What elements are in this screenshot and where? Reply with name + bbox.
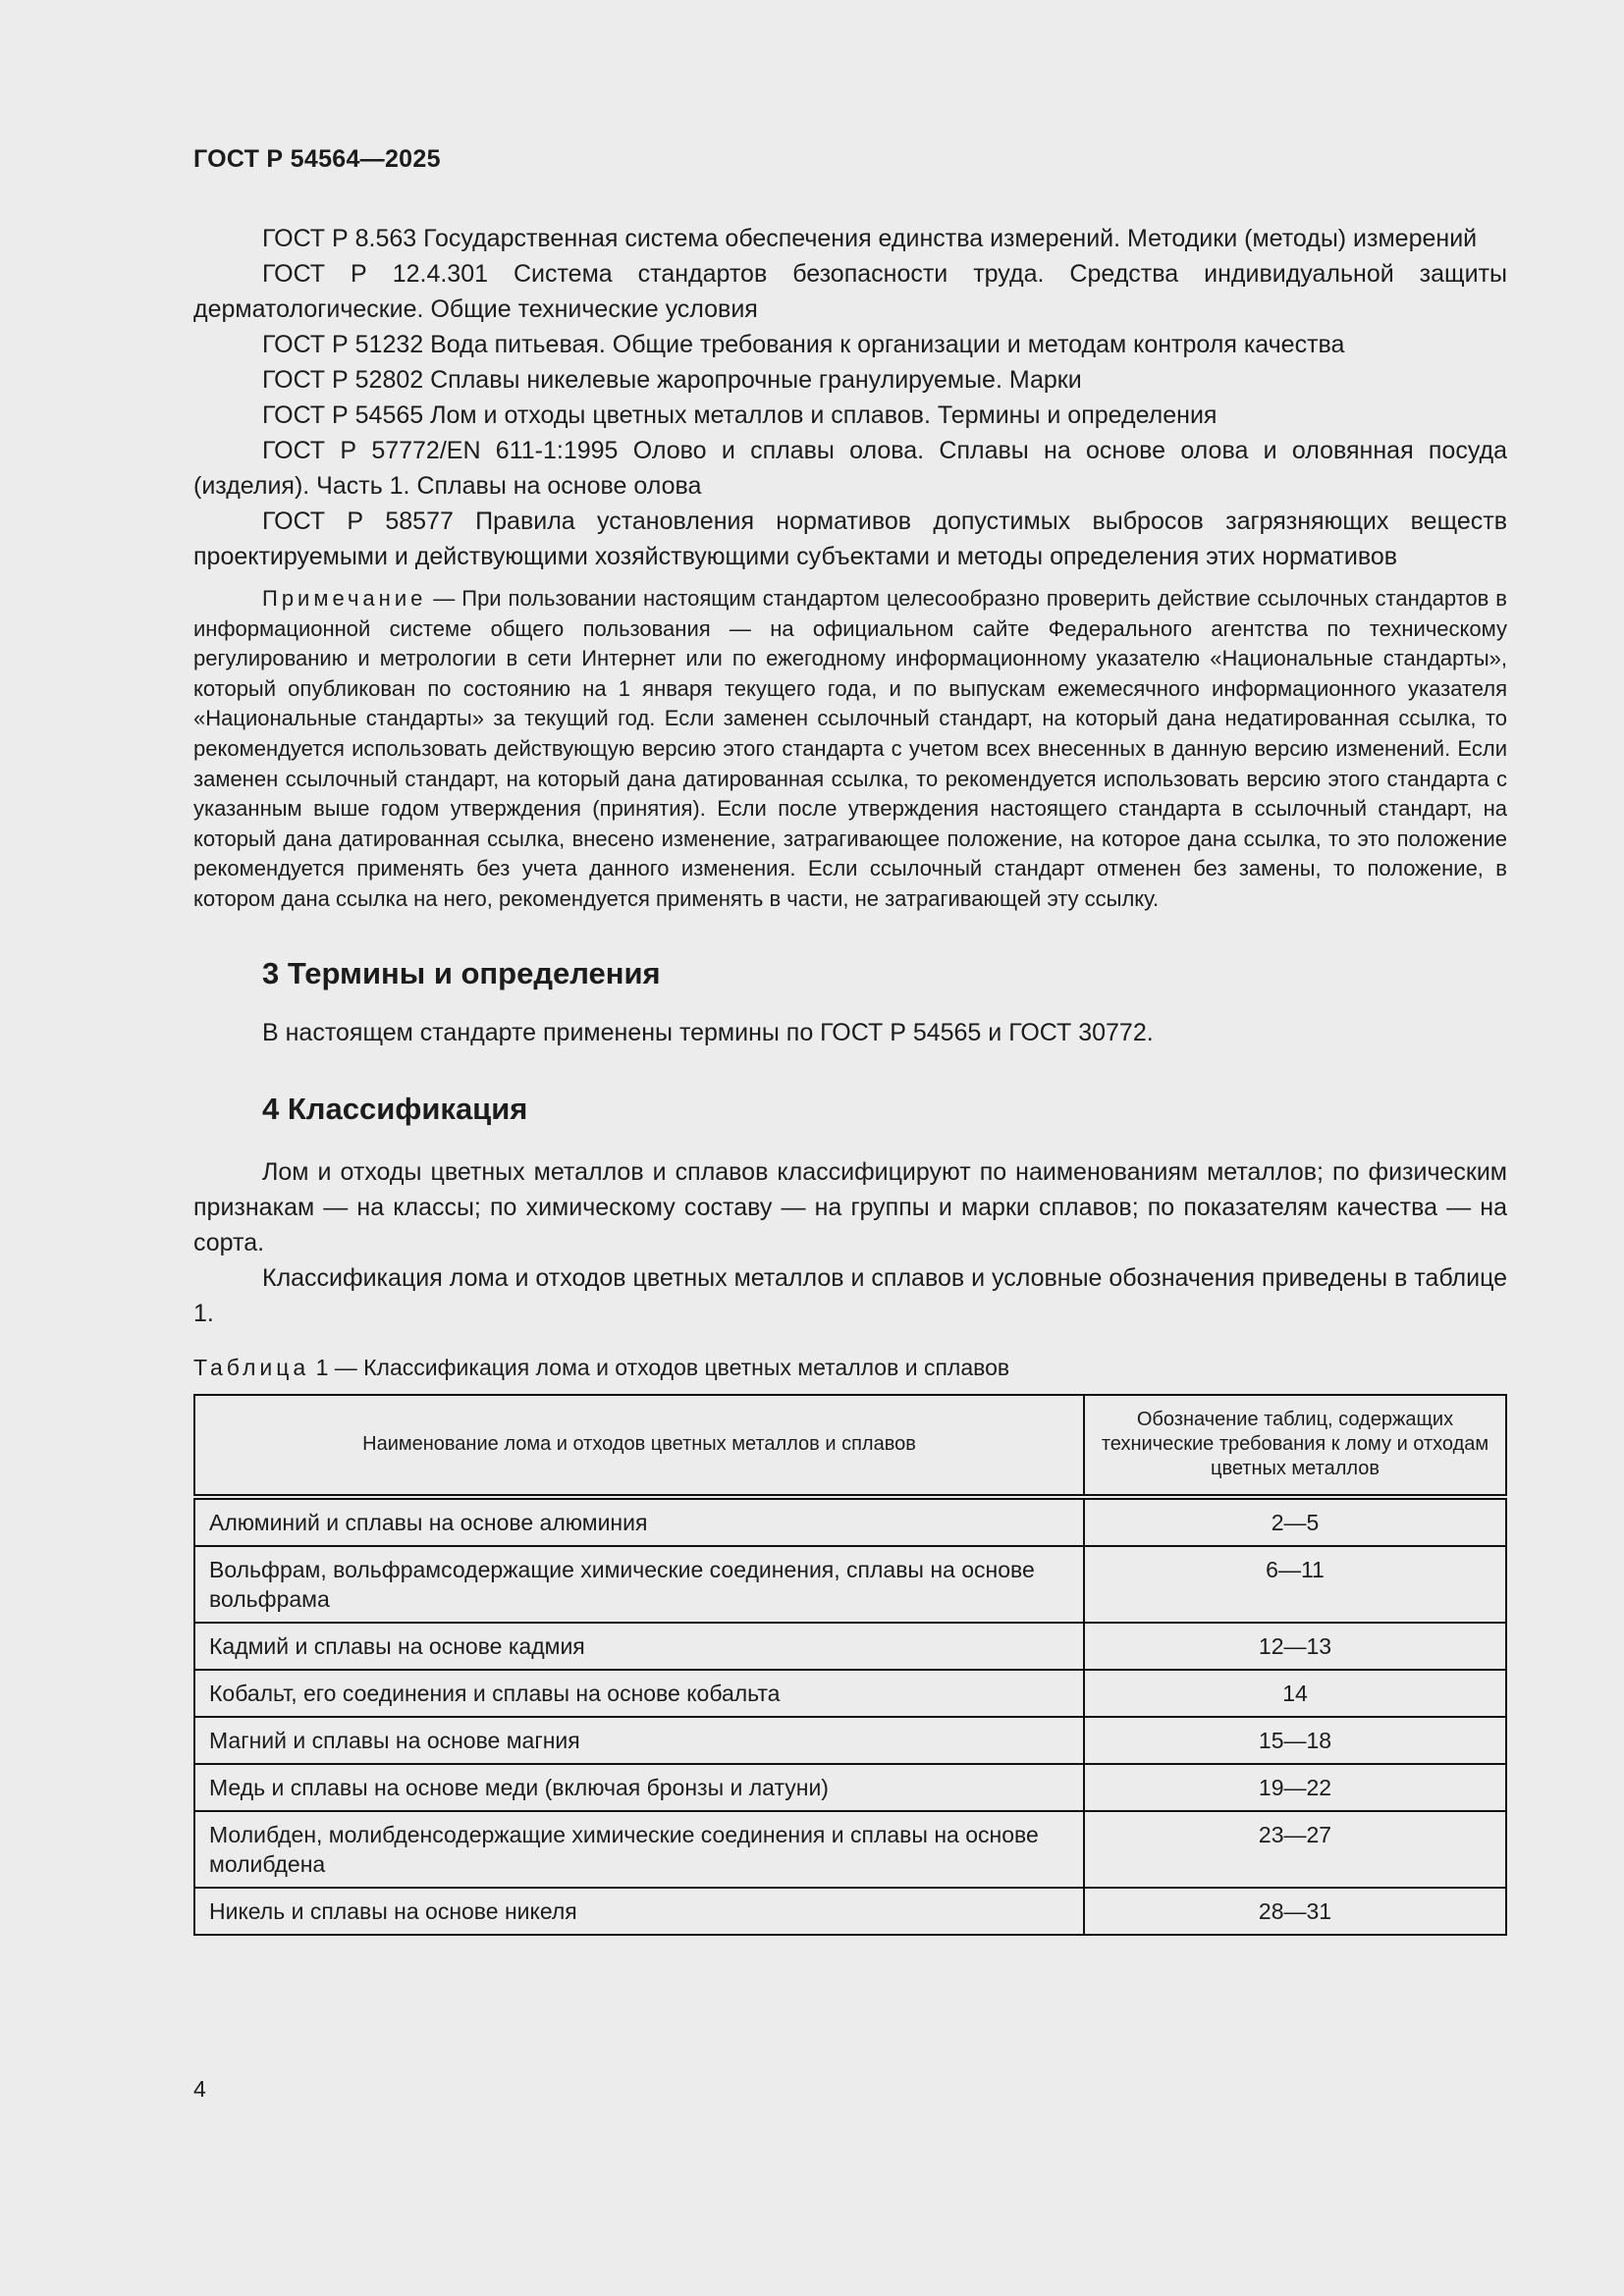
table-header-name: Наименование лома и отходов цветных металлов и сплавов <box>194 1395 1084 1497</box>
row-ref: 6—11 <box>1084 1546 1506 1623</box>
table-row <box>194 1623 1506 1670</box>
table-row <box>194 1717 1506 1764</box>
table-row <box>194 1764 1506 1811</box>
reference-item: ГОСТ Р 54565 Лом и отходы цветных металлов и сплавов. Термины и определения <box>262 401 1218 429</box>
row-ref: 23—27 <box>1084 1811 1506 1888</box>
classification-table <box>193 1394 1507 1936</box>
table-row <box>194 1546 1506 1623</box>
table-header-ref: Обозначение таблиц, содержащих технические требования к лому и отходам цветных металлов <box>1084 1395 1506 1497</box>
row-ref: 19—22 <box>1084 1764 1506 1811</box>
document-header: ГОСТ Р 54564—2025 <box>193 145 441 173</box>
section-3-title: 3 Термины и определения <box>262 955 661 990</box>
row-ref: 14 <box>1084 1670 1506 1717</box>
section-4-paragraph: Классификация лома и отходов цветных металлов и сплавов и условные обозначения приведены в таблице 1. <box>193 1263 1508 1327</box>
note-text: — При пользовании настоящим стандартом целесообразно проверить действие ссылочных стандартов в информационной системе общего пользования — на официальном сайте Федерального агентства по техническому регулированию и метрологии в сети Интернет или по ежегодному информационному указателю «Национальные стандарты», который опубликован по состоянию на 1 января текущего года, и по выпускам ежемесячного информационного указателя «Национальные стандарты» за текущий год. Если заменен ссылочный стандарт, на который дана недатированная ссылка, то рекомендуется использовать действующую версию этого стандарта с учетом всех внесенных в данную версию изменений. Если заменен ссылочный стандарт, на который дана датированная ссылка, то рекомендуется использовать версию этого стандарта с указанным выше годом утверждения (принятия). Если после утверждения настоящего стандарта в ссылочный стандарт, на который дана датированная ссылка, внесено изменение, затрагивающее положение, на которое дана ссылка, то это положение рекомендуется применять без учета данного изменения. Если ссылочный стандарт отменен без замены, то положение, в котором дана ссылка на него, рекомендуется применять в части, не затрагивающей эту ссылку. <box>193 586 1507 911</box>
section-4-title: 4 Классификация <box>262 1091 528 1126</box>
row-name: Алюминий и сплавы на основе алюминия <box>194 1497 1084 1546</box>
reference-item: ГОСТ Р 12.4.301 Система стандартов безопасности труда. Средства индивидуальной защиты дерматологические. Общие технические условия <box>193 260 1507 323</box>
table-row <box>194 1497 1506 1546</box>
table-header-row <box>194 1395 1506 1497</box>
row-name: Молибден, молибденсодержащие химические соединения и сплавы на основе молибдена <box>194 1811 1084 1888</box>
row-name: Медь и сплавы на основе меди (включая бронзы и латуни) <box>194 1764 1084 1811</box>
section-4-body <box>193 1154 1507 1331</box>
table-caption-label: Таблица <box>193 1354 310 1380</box>
row-name: Никель и сплавы на основе никеля <box>194 1888 1084 1935</box>
row-ref: 15—18 <box>1084 1717 1506 1764</box>
reference-item: ГОСТ Р 57772/EN 611-1:1995 Олово и сплавы олова. Сплавы на основе олова и оловянная посуда (изделия). Часть 1. Сплавы на основе олова <box>193 437 1507 500</box>
note-paragraph <box>193 584 1507 915</box>
table-row <box>194 1670 1506 1717</box>
row-ref: 2—5 <box>1084 1497 1506 1546</box>
row-name: Кобальт, его соединения и сплавы на основе кобальта <box>194 1670 1084 1717</box>
table-row <box>194 1811 1506 1888</box>
section-3-text: В настоящем стандарте применены термины по ГОСТ Р 54565 и ГОСТ 30772. <box>262 1018 1154 1046</box>
row-ref: 28—31 <box>1084 1888 1506 1935</box>
table-caption-text: 1 — Классификация лома и отходов цветных металлов и сплавов <box>309 1354 1010 1380</box>
row-name: Кадмий и сплавы на основе кадмия <box>194 1623 1084 1670</box>
row-name: Магний и сплавы на основе магния <box>194 1717 1084 1764</box>
reference-item: ГОСТ Р 58577 Правила установления нормативов допустимых выбросов загрязняющих веществ проектируемыми и действующими хозяйствующими субъектами и методы определения этих нормативов <box>193 507 1507 570</box>
reference-item: ГОСТ Р 8.563 Государственная система обеспечения единства измерений. Методики (методы) измерений <box>262 225 1478 252</box>
page-content <box>193 145 1507 1936</box>
table-row <box>194 1888 1506 1935</box>
reference-item: ГОСТ Р 51232 Вода питьевая. Общие требования к организации и методам контроля качества <box>262 331 1345 358</box>
row-ref: 12—13 <box>1084 1623 1506 1670</box>
references-list <box>193 221 1507 574</box>
table-caption <box>193 1353 1507 1382</box>
section-4-paragraph: Лом и отходы цветных металлов и сплавов классифицируют по наименованиям металлов; по физическим признакам — на классы; по химическому составу — на группы и марки сплавов; по показателям качества — на сорта. <box>193 1157 1507 1256</box>
reference-item: ГОСТ Р 52802 Сплавы никелевые жаропрочные гранулируемые. Марки <box>262 366 1082 394</box>
row-name: Вольфрам, вольфрамсодержащие химические соединения, сплавы на основе вольфрама <box>194 1546 1084 1623</box>
page-number: 4 <box>193 2076 206 2102</box>
note-label: Примечание <box>262 586 427 611</box>
